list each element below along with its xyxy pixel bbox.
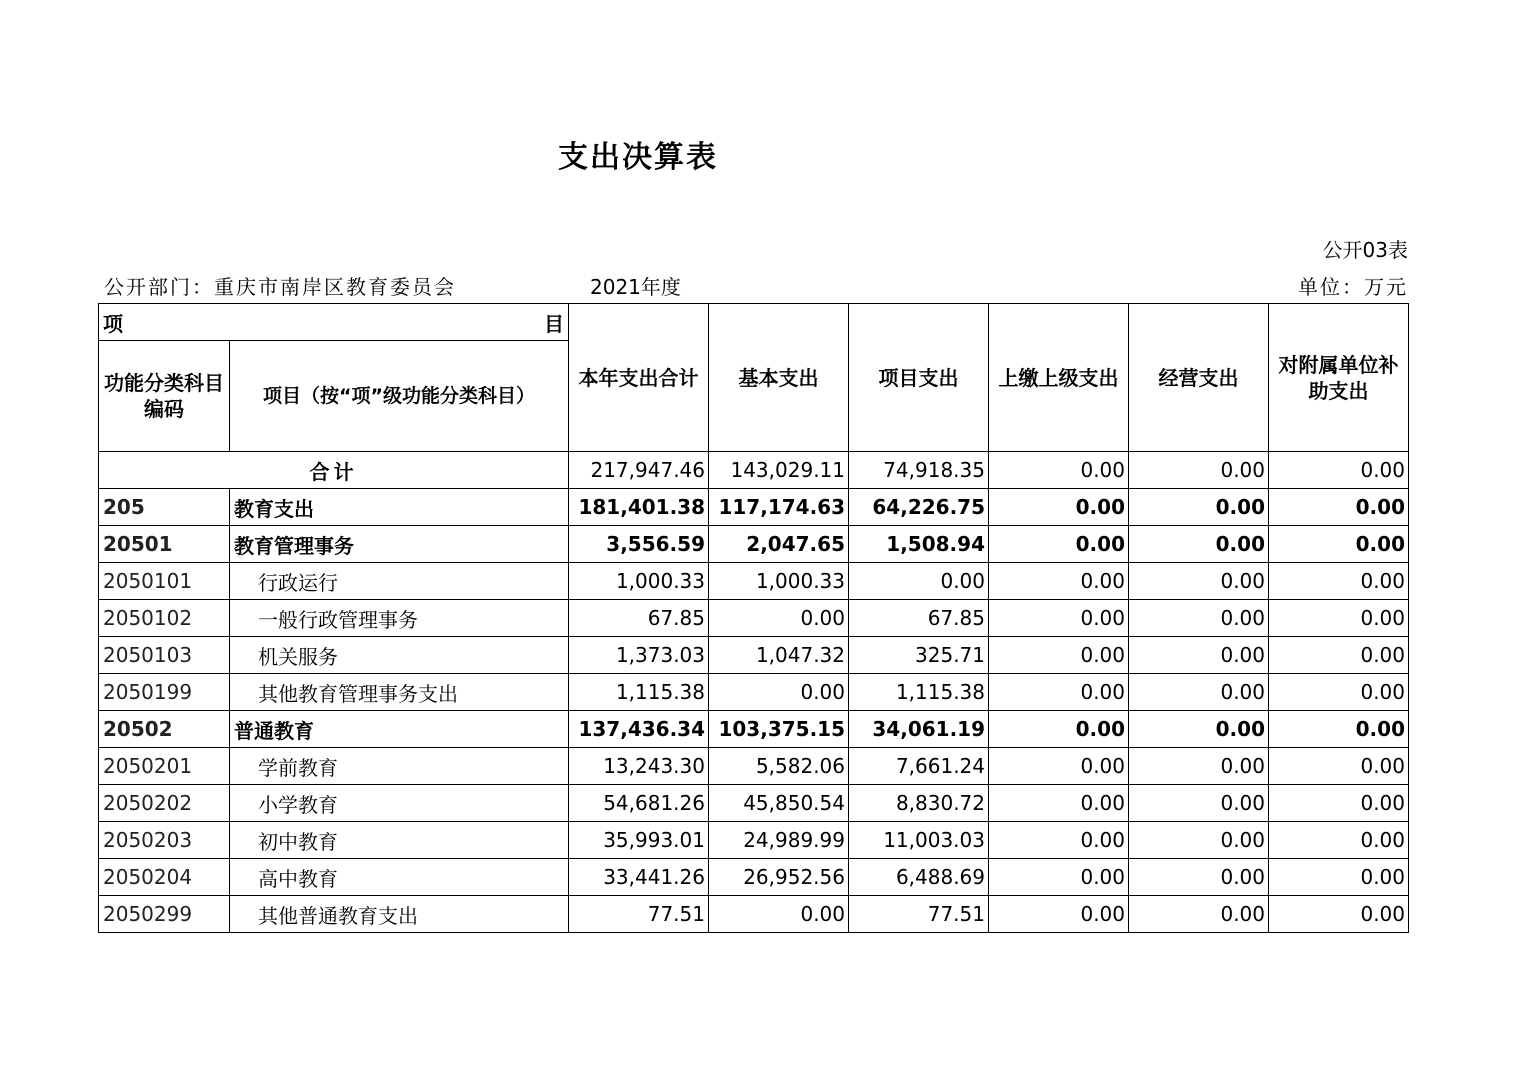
row-value: 103,375.15 [709, 711, 849, 748]
table-row [99, 785, 1409, 822]
row-value: 0.00 [1269, 748, 1409, 785]
row-name: 机关服务 [230, 637, 569, 674]
row-name: 小学教育 [230, 785, 569, 822]
row-value: 0.00 [1129, 563, 1269, 600]
header-item-right: 目 [544, 311, 564, 336]
total-row [99, 452, 1409, 489]
row-value: 0.00 [1269, 822, 1409, 859]
row-name: 学前教育 [230, 748, 569, 785]
row-value: 1,115.38 [569, 674, 709, 711]
row-value: 0.00 [1269, 859, 1409, 896]
row-value: 1,373.03 [569, 637, 709, 674]
row-value: 1,000.33 [709, 563, 849, 600]
table-row [99, 489, 1409, 526]
row-value: 0.00 [1129, 711, 1269, 748]
row-value: 0.00 [989, 822, 1129, 859]
total-value: 0.00 [1269, 452, 1409, 489]
table-row [99, 674, 1409, 711]
row-value: 0.00 [1269, 785, 1409, 822]
row-value: 0.00 [989, 674, 1129, 711]
year-label: 2021年度 [590, 275, 681, 299]
total-label: 合计 [99, 452, 569, 489]
total-value: 0.00 [1129, 452, 1269, 489]
header-name: 项目（按“项”级功能分类科目） [230, 341, 569, 452]
row-value: 0.00 [1129, 822, 1269, 859]
row-value: 0.00 [989, 526, 1129, 563]
row-code: 2050201 [99, 748, 230, 785]
row-value: 0.00 [1129, 785, 1269, 822]
row-code: 2050203 [99, 822, 230, 859]
row-name: 行政运行 [230, 563, 569, 600]
total-value: 143,029.11 [709, 452, 849, 489]
row-value: 0.00 [989, 489, 1129, 526]
row-value: 0.00 [1129, 489, 1269, 526]
row-value: 181,401.38 [569, 489, 709, 526]
row-name: 其他普通教育支出 [230, 896, 569, 933]
row-code: 2050103 [99, 637, 230, 674]
row-value: 0.00 [989, 637, 1129, 674]
row-value: 6,488.69 [849, 859, 989, 896]
row-code: 2050199 [99, 674, 230, 711]
row-value: 0.00 [1269, 896, 1409, 933]
row-value: 0.00 [1129, 674, 1269, 711]
table-row [99, 711, 1409, 748]
row-value: 0.00 [709, 600, 849, 637]
header-item-left: 项 [103, 311, 123, 336]
row-value: 64,226.75 [849, 489, 989, 526]
row-value: 11,003.03 [849, 822, 989, 859]
row-value: 0.00 [1129, 637, 1269, 674]
row-name: 普通教育 [230, 711, 569, 748]
total-value: 0.00 [989, 452, 1129, 489]
row-value: 77.51 [849, 896, 989, 933]
row-value: 67.85 [849, 600, 989, 637]
row-value: 0.00 [989, 563, 1129, 600]
row-name: 教育管理事务 [230, 526, 569, 563]
row-value: 0.00 [1269, 600, 1409, 637]
row-code: 2050204 [99, 859, 230, 896]
total-value: 217,947.46 [569, 452, 709, 489]
header-subsidy: 对附属单位补助支出 [1269, 304, 1409, 452]
department-label: 公开部门：重庆市南岸区教育委员会 [104, 275, 456, 299]
table-row [99, 526, 1409, 563]
row-name: 一般行政管理事务 [230, 600, 569, 637]
row-code: 2050202 [99, 785, 230, 822]
row-name: 教育支出 [230, 489, 569, 526]
row-value: 2,047.65 [709, 526, 849, 563]
row-value: 13,243.30 [569, 748, 709, 785]
header-item-cell [99, 304, 569, 341]
row-value: 0.00 [989, 748, 1129, 785]
row-value: 0.00 [1269, 711, 1409, 748]
row-value: 33,441.26 [569, 859, 709, 896]
row-value: 0.00 [989, 600, 1129, 637]
row-value: 34,061.19 [849, 711, 989, 748]
row-value: 325.71 [849, 637, 989, 674]
row-value: 0.00 [709, 674, 849, 711]
table-row [99, 637, 1409, 674]
row-value: 26,952.56 [709, 859, 849, 896]
row-value: 0.00 [1129, 600, 1269, 637]
row-value: 0.00 [1129, 748, 1269, 785]
header-total: 本年支出合计 [569, 304, 709, 452]
row-value: 0.00 [1129, 526, 1269, 563]
row-value: 0.00 [989, 785, 1129, 822]
table-row [99, 748, 1409, 785]
table-row [99, 896, 1409, 933]
row-code: 205 [99, 489, 230, 526]
row-name: 高中教育 [230, 859, 569, 896]
row-code: 20502 [99, 711, 230, 748]
table-row [99, 563, 1409, 600]
unit-label: 单位：万元 [1298, 275, 1408, 299]
table-row [99, 822, 1409, 859]
row-value: 117,174.63 [709, 489, 849, 526]
row-value: 35,993.01 [569, 822, 709, 859]
row-code: 2050299 [99, 896, 230, 933]
table-row [99, 600, 1409, 637]
table-row [99, 859, 1409, 896]
row-value: 0.00 [1269, 637, 1409, 674]
row-value: 67.85 [569, 600, 709, 637]
row-value: 0.00 [1129, 896, 1269, 933]
row-value: 0.00 [709, 896, 849, 933]
row-value: 0.00 [989, 859, 1129, 896]
row-value: 1,000.33 [569, 563, 709, 600]
row-value: 1,115.38 [849, 674, 989, 711]
row-value: 3,556.59 [569, 526, 709, 563]
row-value: 77.51 [569, 896, 709, 933]
table-number: 公开03表 [1322, 238, 1408, 262]
page-title: 支出决算表 [558, 140, 718, 175]
row-value: 54,681.26 [569, 785, 709, 822]
header-basic: 基本支出 [709, 304, 849, 452]
total-value: 74,918.35 [849, 452, 989, 489]
row-value: 24,989.99 [709, 822, 849, 859]
header-code: 功能分类科目编码 [99, 341, 230, 452]
row-value: 1,047.32 [709, 637, 849, 674]
row-value: 5,582.06 [709, 748, 849, 785]
row-code: 2050101 [99, 563, 230, 600]
header-business: 经营支出 [1129, 304, 1269, 452]
row-value: 0.00 [1269, 674, 1409, 711]
row-value: 0.00 [989, 711, 1129, 748]
row-value: 8,830.72 [849, 785, 989, 822]
row-value: 7,661.24 [849, 748, 989, 785]
row-value: 0.00 [1269, 563, 1409, 600]
row-value: 1,508.94 [849, 526, 989, 563]
expenditure-table [98, 303, 1409, 933]
row-value: 45,850.54 [709, 785, 849, 822]
row-value: 0.00 [1269, 526, 1409, 563]
row-name: 其他教育管理事务支出 [230, 674, 569, 711]
row-code: 2050102 [99, 600, 230, 637]
row-code: 20501 [99, 526, 230, 563]
header-project: 项目支出 [849, 304, 989, 452]
header-upper: 上缴上级支出 [989, 304, 1129, 452]
row-value: 0.00 [1129, 859, 1269, 896]
row-value: 137,436.34 [569, 711, 709, 748]
row-name: 初中教育 [230, 822, 569, 859]
row-value: 0.00 [1269, 489, 1409, 526]
row-value: 0.00 [989, 896, 1129, 933]
row-value: 0.00 [849, 563, 989, 600]
